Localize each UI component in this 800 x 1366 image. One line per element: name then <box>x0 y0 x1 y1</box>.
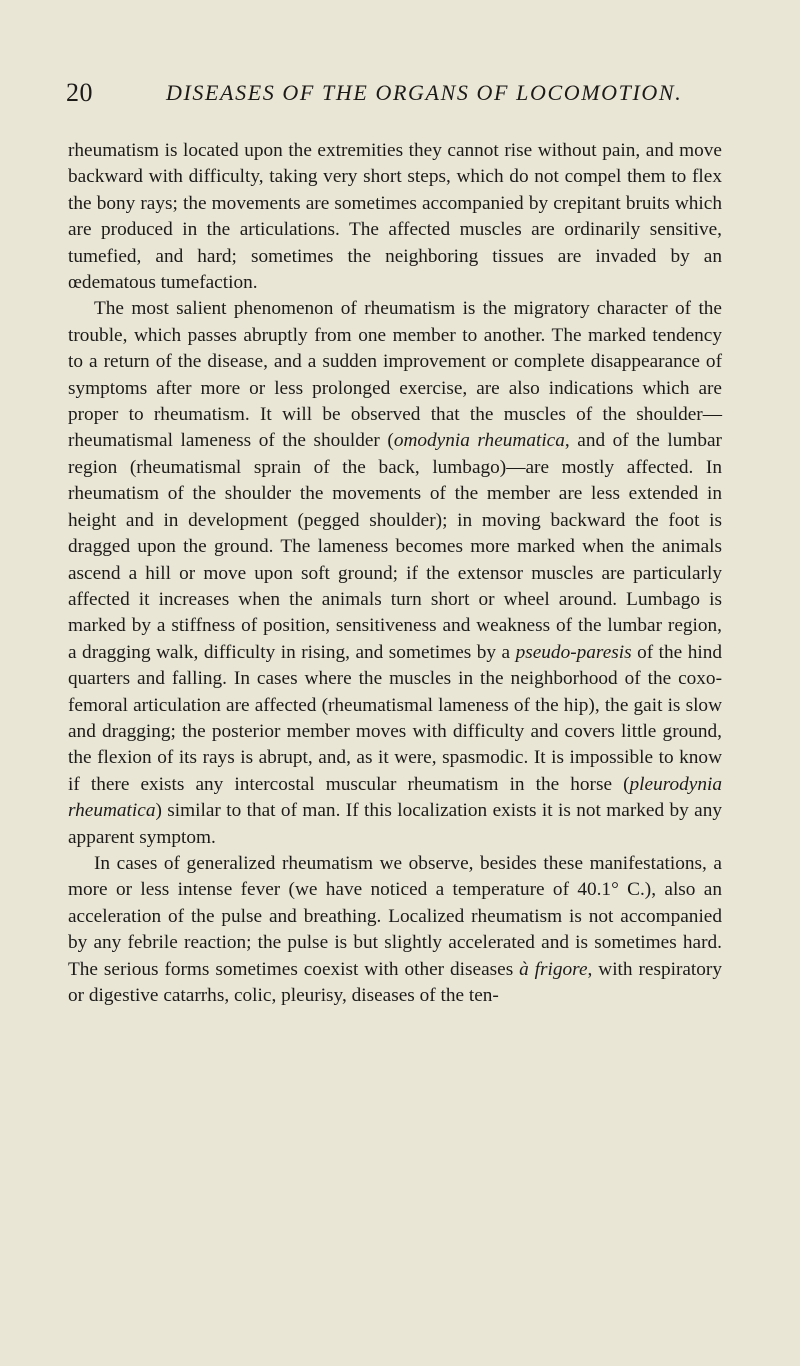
chapter-title: DISEASES OF THE ORGANS OF LOCOMOTION. <box>166 80 683 105</box>
paragraph-continued <box>68 138 722 296</box>
paragraph-text: ) similar to that of man. If this localization exists it is not marked by any apparent symptom. <box>68 800 722 848</box>
paragraph-text: rheumatism is located upon the extremities they cannot rise without pain, and move backward with difficulty, taking very short steps, which do not compel them to flex the bony rays; the movements are sometimes accompanied by crepitant bruits which are produced in the articulations. The affected muscles are ordinarily sensitive, tumefied, and hard; sometimes the neighboring tissues are invaded by an œdematous tumefaction. <box>68 140 722 294</box>
body-text <box>68 138 722 1009</box>
page-number: 20 <box>66 78 93 107</box>
latin-term-omodynia: omodynia rheumatica <box>393 430 565 452</box>
paragraph-generalized-rheumatism <box>68 851 722 1009</box>
latin-term-a-frigore: à frigore <box>519 958 588 980</box>
paragraph-text: The most salient phenomenon of rheumatism is the migratory character of the trouble, which passes abruptly from one member to another. The marked tendency to a return of the disease, and a sudden improvement or complete disappearance of symptoms after more or less prolonged exercise, are also indications which are proper to rheumatism. It will be observed that the muscles of the shoulder—rheumatismal lameness of the shoulder ( <box>68 298 722 452</box>
latin-term-pleurodynia: pleurodynia rheumatica <box>68 773 722 822</box>
paragraph-migratory-character <box>68 296 722 851</box>
running-head <box>66 78 726 112</box>
paragraph-text: , with respiratory or digestive catarrhs, colic, pleurisy, diseases of the ten- <box>68 958 722 1006</box>
paragraph-text: , and of the lumbar region (rheumatismal sprain of the back, lumbago)—are mostly affected. In rheumatism of the shoulder the movements of the member are less extended in height and in development (pegged shoulder); in moving backward the foot is dragged upon the ground. The lameness becomes more marked when the animals ascend a hill or move upon soft ground; if the extensor muscles are particularly affected it increases when the animals turn short or wheel around. Lumbago is marked by a stiffness of position, sensitiveness and weakness of the lumbar region, a dragging walk, difficulty in rising, and sometimes by a <box>68 430 722 663</box>
paragraph-text: In cases of generalized rheumatism we observe, besides these manifestations, a more or less intense fever (we have noticed a temperature of 40.1° C.), also an acceleration of the pulse and breathing. Localized rheumatism is not accompanied by any febrile reaction; the pulse is but slightly accelerated and is sometimes hard. The serious forms sometimes coexist with other diseases <box>68 852 722 980</box>
latin-term-pseudo-paresis: pseudo-paresis <box>515 641 632 663</box>
paragraph-text: of the hind quarters and falling. In cases where the muscles in the neighborhood of the coxo-femoral articulation are affected (rheumatismal lameness of the hip), the gait is slow and dragging; the posterior member moves with difficulty and covers little ground, the flexion of its rays is abrupt, and, as it were, spasmodic. It is impossible to know if there exists any intercostal muscular rheumatism in the horse ( <box>68 641 723 795</box>
